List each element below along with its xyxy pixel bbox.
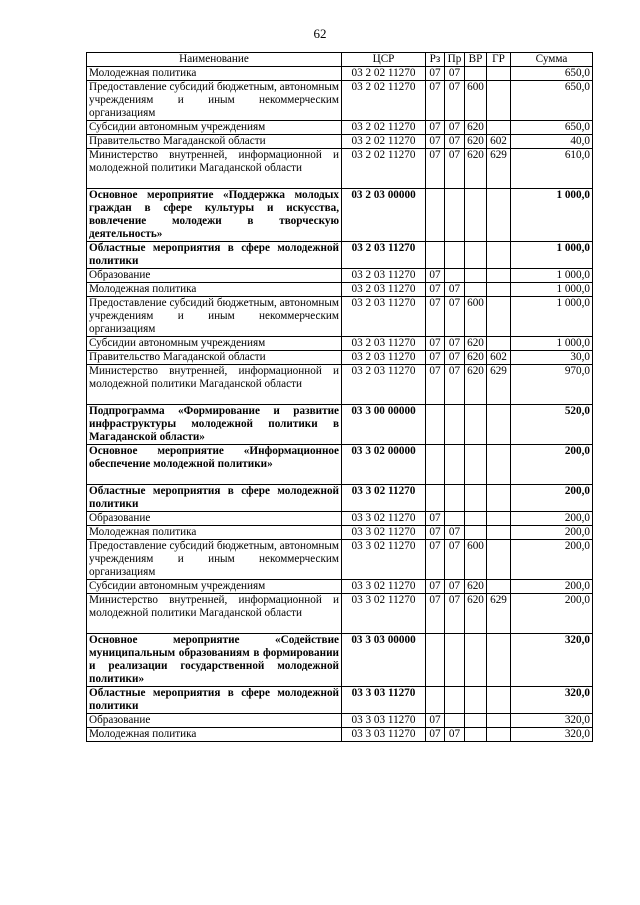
- cell-pr: [445, 687, 465, 714]
- cell-pr: [445, 242, 465, 269]
- cell-name: Образование: [87, 512, 342, 526]
- table-row: [87, 365, 593, 405]
- cell-name: Предоставление субсидий бюджетным, автономным учреждениям и иным некоммерческим организациям: [87, 81, 342, 121]
- cell-csr: 03 2 03 11270: [342, 351, 426, 365]
- cell-rz: [426, 485, 445, 512]
- cell-sum: 970,0: [511, 365, 593, 405]
- table-body: [87, 67, 593, 742]
- cell-gr: [487, 512, 511, 526]
- cell-pr: 07: [445, 81, 465, 121]
- cell-vr: 620: [465, 594, 487, 634]
- table-row: [87, 283, 593, 297]
- cell-rz: [426, 242, 445, 269]
- cell-vr: 620: [465, 121, 487, 135]
- cell-sum: 320,0: [511, 728, 593, 742]
- cell-vr: [465, 269, 487, 283]
- cell-rz: 07: [426, 269, 445, 283]
- cell-gr: [487, 634, 511, 687]
- cell-sum: 1 000,0: [511, 269, 593, 283]
- cell-rz: 07: [426, 728, 445, 742]
- cell-rz: 07: [426, 297, 445, 337]
- cell-pr: 07: [445, 580, 465, 594]
- cell-vr: 620: [465, 365, 487, 405]
- table-row: [87, 634, 593, 687]
- header-csr: ЦСР: [342, 53, 426, 67]
- cell-csr: 03 3 03 11270: [342, 687, 426, 714]
- cell-name: Министерство внутренней, информационной и молодежной политики Магаданской области: [87, 594, 342, 634]
- cell-rz: [426, 687, 445, 714]
- header-name: Наименование: [87, 53, 342, 67]
- cell-pr: 07: [445, 351, 465, 365]
- cell-name: Подпрограмма «Формирование и развитие инфраструктуры молодежной политики в Магаданской области»: [87, 405, 342, 445]
- cell-gr: [487, 283, 511, 297]
- cell-gr: [487, 728, 511, 742]
- cell-vr: [465, 485, 487, 512]
- cell-name: Предоставление субсидий бюджетным, автономным учреждениям и иным некоммерческим организациям: [87, 540, 342, 580]
- cell-pr: 07: [445, 337, 465, 351]
- table-row: [87, 728, 593, 742]
- table-row: [87, 81, 593, 121]
- cell-sum: 1 000,0: [511, 337, 593, 351]
- cell-pr: 07: [445, 149, 465, 189]
- table-row: [87, 540, 593, 580]
- cell-rz: 07: [426, 149, 445, 189]
- cell-sum: 320,0: [511, 714, 593, 728]
- cell-sum: 30,0: [511, 351, 593, 365]
- table-row: [87, 512, 593, 526]
- cell-csr: 03 3 02 11270: [342, 512, 426, 526]
- cell-pr: 07: [445, 526, 465, 540]
- table-row: [87, 135, 593, 149]
- cell-name: Основное мероприятие «Содействие муниципальным образованиям в формировании и реализации государственной молодежной политики»: [87, 634, 342, 687]
- cell-sum: 650,0: [511, 67, 593, 81]
- cell-gr: [487, 714, 511, 728]
- cell-vr: 600: [465, 540, 487, 580]
- cell-sum: 200,0: [511, 445, 593, 485]
- cell-csr: 03 2 02 11270: [342, 135, 426, 149]
- cell-csr: 03 3 03 00000: [342, 634, 426, 687]
- cell-csr: 03 2 02 11270: [342, 81, 426, 121]
- cell-csr: 03 3 02 11270: [342, 594, 426, 634]
- cell-pr: [445, 634, 465, 687]
- cell-csr: 03 3 02 11270: [342, 540, 426, 580]
- cell-csr: 03 3 03 11270: [342, 714, 426, 728]
- table-row: [87, 67, 593, 81]
- cell-vr: 620: [465, 337, 487, 351]
- table-row: [87, 242, 593, 269]
- cell-gr: [487, 189, 511, 242]
- page-number: 62: [313, 26, 327, 41]
- cell-rz: 07: [426, 121, 445, 135]
- table-row: [87, 121, 593, 135]
- cell-csr: 03 2 02 11270: [342, 121, 426, 135]
- header-gr: ГР: [487, 53, 511, 67]
- cell-rz: 07: [426, 81, 445, 121]
- table-row: [87, 714, 593, 728]
- cell-name: Министерство внутренней, информационной и молодежной политики Магаданской области: [87, 149, 342, 189]
- cell-sum: 1 000,0: [511, 189, 593, 242]
- cell-sum: 610,0: [511, 149, 593, 189]
- cell-name: Молодежная политика: [87, 526, 342, 540]
- cell-name: Областные мероприятия в сфере молодежной политики: [87, 242, 342, 269]
- cell-name: Молодежная политика: [87, 67, 342, 81]
- table-row: [87, 405, 593, 445]
- budget-table: [86, 52, 593, 742]
- cell-name: Министерство внутренней, информационной и молодежной политики Магаданской области: [87, 365, 342, 405]
- cell-gr: 629: [487, 594, 511, 634]
- cell-pr: [445, 445, 465, 485]
- cell-vr: [465, 67, 487, 81]
- cell-gr: [487, 67, 511, 81]
- cell-name: Предоставление субсидий бюджетным, автономным учреждениям и иным некоммерческим организациям: [87, 297, 342, 337]
- cell-sum: 320,0: [511, 687, 593, 714]
- cell-vr: 600: [465, 81, 487, 121]
- cell-gr: [487, 121, 511, 135]
- cell-gr: [487, 540, 511, 580]
- cell-gr: [487, 297, 511, 337]
- table-row: [87, 687, 593, 714]
- table-row: [87, 445, 593, 485]
- cell-rz: 07: [426, 283, 445, 297]
- cell-vr: [465, 242, 487, 269]
- cell-sum: 650,0: [511, 121, 593, 135]
- cell-sum: 200,0: [511, 540, 593, 580]
- cell-vr: 620: [465, 351, 487, 365]
- cell-sum: 520,0: [511, 405, 593, 445]
- cell-rz: 07: [426, 594, 445, 634]
- cell-rz: 07: [426, 512, 445, 526]
- cell-pr: 07: [445, 135, 465, 149]
- cell-pr: 07: [445, 121, 465, 135]
- cell-gr: [487, 81, 511, 121]
- cell-pr: [445, 512, 465, 526]
- cell-gr: [487, 242, 511, 269]
- cell-vr: [465, 728, 487, 742]
- cell-pr: 07: [445, 67, 465, 81]
- cell-pr: 07: [445, 297, 465, 337]
- cell-gr: [487, 337, 511, 351]
- cell-sum: 200,0: [511, 580, 593, 594]
- cell-vr: [465, 714, 487, 728]
- table-row: [87, 580, 593, 594]
- cell-csr: 03 3 00 00000: [342, 405, 426, 445]
- cell-csr: 03 3 03 11270: [342, 728, 426, 742]
- cell-vr: [465, 283, 487, 297]
- cell-rz: 07: [426, 526, 445, 540]
- table-row: [87, 485, 593, 512]
- table-row: [87, 297, 593, 337]
- cell-gr: [487, 526, 511, 540]
- cell-sum: 650,0: [511, 81, 593, 121]
- table-row: [87, 269, 593, 283]
- cell-sum: 1 000,0: [511, 297, 593, 337]
- cell-name: Областные мероприятия в сфере молодежной политики: [87, 687, 342, 714]
- cell-gr: [487, 445, 511, 485]
- cell-name: Правительство Магаданской области: [87, 351, 342, 365]
- cell-csr: 03 2 03 11270: [342, 269, 426, 283]
- cell-gr: [487, 687, 511, 714]
- cell-vr: 600: [465, 297, 487, 337]
- cell-rz: 07: [426, 714, 445, 728]
- cell-csr: 03 2 03 00000: [342, 189, 426, 242]
- header-sum: Сумма: [511, 53, 593, 67]
- cell-vr: [465, 405, 487, 445]
- cell-csr: 03 3 02 11270: [342, 526, 426, 540]
- cell-gr: [487, 485, 511, 512]
- cell-rz: 07: [426, 67, 445, 81]
- cell-csr: 03 2 03 11270: [342, 297, 426, 337]
- cell-name: Основное мероприятие «Информационное обеспечение молодежной политики»: [87, 445, 342, 485]
- cell-gr: 602: [487, 135, 511, 149]
- cell-rz: 07: [426, 135, 445, 149]
- cell-vr: [465, 512, 487, 526]
- cell-rz: 07: [426, 365, 445, 405]
- header-rz: Рз: [426, 53, 445, 67]
- cell-sum: 200,0: [511, 526, 593, 540]
- cell-vr: [465, 634, 487, 687]
- cell-pr: [445, 485, 465, 512]
- cell-name: Областные мероприятия в сфере молодежной политики: [87, 485, 342, 512]
- cell-csr: 03 3 02 11270: [342, 485, 426, 512]
- cell-csr: 03 2 02 11270: [342, 67, 426, 81]
- cell-gr: [487, 405, 511, 445]
- cell-gr: 602: [487, 351, 511, 365]
- cell-pr: [445, 189, 465, 242]
- header-pr: Пр: [445, 53, 465, 67]
- cell-gr: [487, 580, 511, 594]
- cell-name: Молодежная политика: [87, 283, 342, 297]
- cell-gr: 629: [487, 149, 511, 189]
- table-row: [87, 337, 593, 351]
- table-row: [87, 149, 593, 189]
- cell-pr: [445, 714, 465, 728]
- cell-pr: 07: [445, 728, 465, 742]
- cell-pr: 07: [445, 540, 465, 580]
- cell-name: Субсидии автономным учреждениям: [87, 337, 342, 351]
- cell-pr: 07: [445, 283, 465, 297]
- cell-vr: [465, 526, 487, 540]
- cell-name: Образование: [87, 714, 342, 728]
- cell-name: Правительство Магаданской области: [87, 135, 342, 149]
- cell-csr: 03 2 03 11270: [342, 242, 426, 269]
- cell-rz: 07: [426, 337, 445, 351]
- cell-sum: 320,0: [511, 634, 593, 687]
- cell-csr: 03 2 03 11270: [342, 365, 426, 405]
- table-row: [87, 189, 593, 242]
- cell-vr: 620: [465, 149, 487, 189]
- cell-vr: [465, 189, 487, 242]
- cell-name: Молодежная политика: [87, 728, 342, 742]
- cell-gr: 629: [487, 365, 511, 405]
- table-header-row: [87, 53, 593, 67]
- cell-csr: 03 2 03 11270: [342, 337, 426, 351]
- cell-pr: 07: [445, 594, 465, 634]
- cell-csr: 03 3 02 11270: [342, 580, 426, 594]
- cell-sum: 40,0: [511, 135, 593, 149]
- table-row: [87, 526, 593, 540]
- cell-name: Субсидии автономным учреждениям: [87, 580, 342, 594]
- cell-csr: 03 2 02 11270: [342, 149, 426, 189]
- cell-pr: 07: [445, 365, 465, 405]
- cell-rz: [426, 405, 445, 445]
- cell-csr: 03 2 03 11270: [342, 283, 426, 297]
- cell-vr: [465, 687, 487, 714]
- table-row: [87, 351, 593, 365]
- cell-vr: 620: [465, 135, 487, 149]
- cell-vr: 620: [465, 580, 487, 594]
- cell-vr: [465, 445, 487, 485]
- cell-name: Основное мероприятие «Поддержка молодых граждан в сфере культуры и искусства, вовлечение молодежи в творческую деятельность»: [87, 189, 342, 242]
- cell-pr: [445, 269, 465, 283]
- cell-rz: [426, 445, 445, 485]
- cell-rz: 07: [426, 580, 445, 594]
- header-vr: ВР: [465, 53, 487, 67]
- cell-sum: 200,0: [511, 485, 593, 512]
- cell-csr: 03 3 02 00000: [342, 445, 426, 485]
- cell-rz: [426, 634, 445, 687]
- cell-rz: 07: [426, 540, 445, 580]
- cell-gr: [487, 269, 511, 283]
- cell-sum: 1 000,0: [511, 283, 593, 297]
- cell-sum: 1 000,0: [511, 242, 593, 269]
- cell-pr: [445, 405, 465, 445]
- cell-sum: 200,0: [511, 512, 593, 526]
- cell-name: Субсидии автономным учреждениям: [87, 121, 342, 135]
- cell-sum: 200,0: [511, 594, 593, 634]
- cell-name: Образование: [87, 269, 342, 283]
- cell-rz: [426, 189, 445, 242]
- table-row: [87, 594, 593, 634]
- cell-rz: 07: [426, 351, 445, 365]
